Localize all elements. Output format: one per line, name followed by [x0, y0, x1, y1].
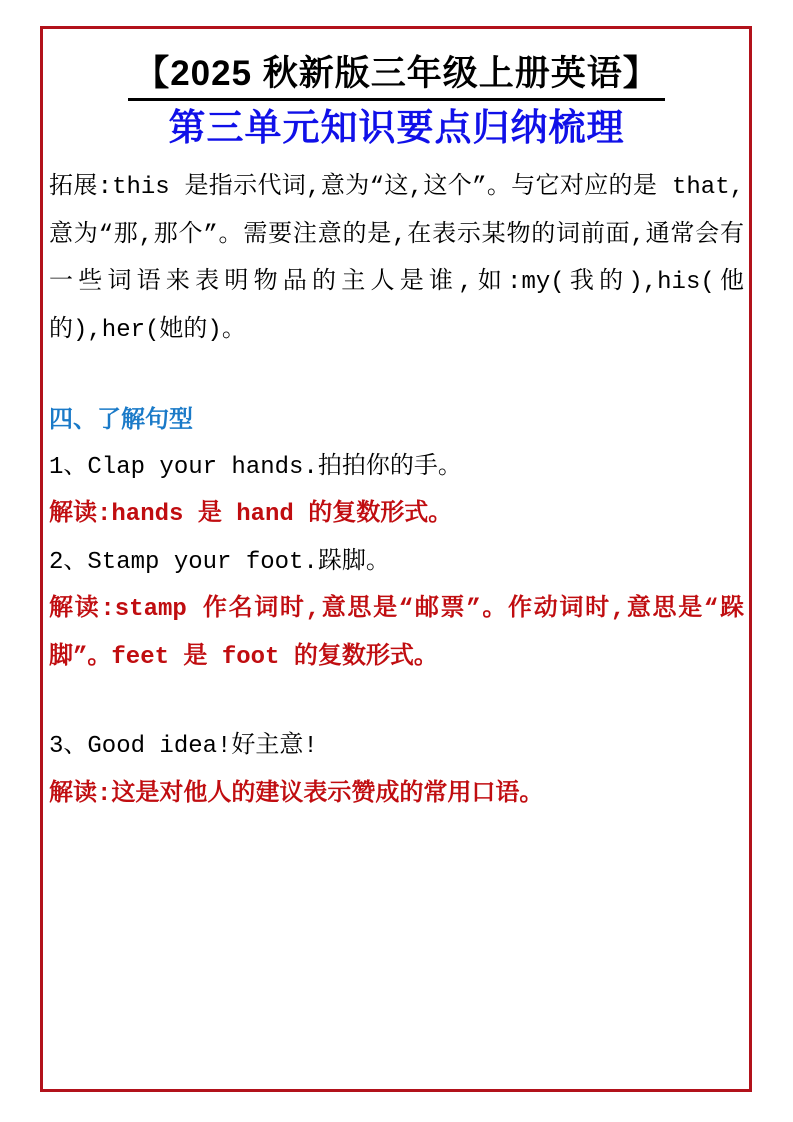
- note-item-3: 解读:这是对他人的建议表示赞成的常用口语。: [49, 780, 544, 808]
- sentence-item-2: 2、Stamp your foot.跺脚。: [49, 548, 390, 576]
- bordered-page-frame: [40, 26, 752, 1092]
- document-body: [49, 164, 744, 818]
- expansion-paragraph: 拓展:this 是指示代词,意为“这,这个”。与它对应的是 that,意为“那,那个”。需要注意的是,在表示某物的词前面,通常会有一些词语来表明物品的主人是谁,如:my(我的),his(他的),her(她的)。: [49, 174, 744, 344]
- sentence-item-1: 1、Clap your hands.拍拍你的手。: [49, 453, 462, 481]
- blank-line: [49, 681, 744, 723]
- blank-line: [49, 354, 744, 396]
- note-item-2: 解读:stamp 作名词时,意思是“邮票”。作动词时,意思是“跺脚”。feet 是 foot 的复数形式。: [49, 596, 744, 671]
- section-heading-sentence-patterns: 四、了解句型: [49, 406, 193, 433]
- document-title-text: 【2025 秋新版三年级上册英语】: [128, 53, 665, 101]
- sentence-item-3: 3、Good idea!好主意!: [49, 733, 318, 760]
- document-title: [49, 53, 744, 101]
- document-subtitle: 第三单元知识要点归纳梳理: [168, 107, 625, 148]
- note-item-1: 解读:hands 是 hand 的复数形式。: [49, 501, 453, 528]
